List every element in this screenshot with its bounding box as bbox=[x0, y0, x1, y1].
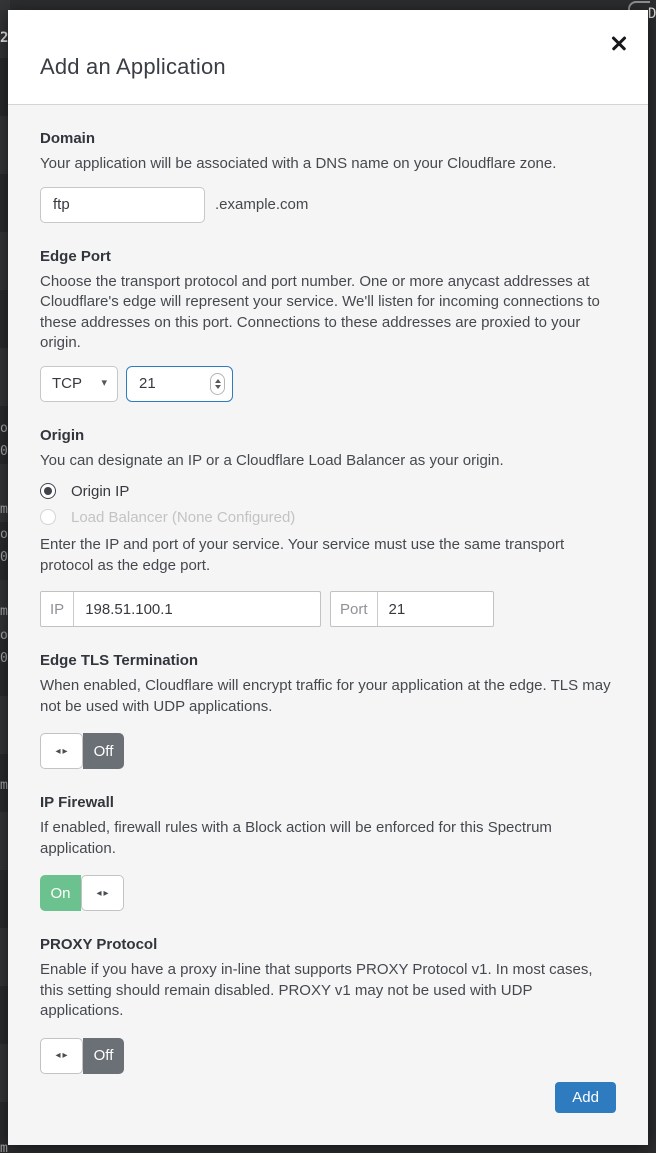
toggle-handle-icon: ◂▸ bbox=[40, 1038, 83, 1074]
close-button[interactable] bbox=[606, 30, 632, 56]
background-glyph: o bbox=[0, 527, 8, 542]
edge-tls-description: When enabled, Cloudflare will encrypt traffic for your application at the edge. TLS may not be used with UDP applications. bbox=[40, 677, 611, 715]
origin-ip-input[interactable] bbox=[74, 592, 320, 626]
number-stepper-icon[interactable] bbox=[210, 373, 225, 395]
edge-port-row bbox=[40, 366, 616, 402]
modal-header bbox=[8, 10, 648, 105]
add-button[interactable]: Add bbox=[555, 1082, 616, 1113]
ip-firewall-heading: IP Firewall bbox=[40, 794, 114, 811]
domain-input[interactable] bbox=[40, 187, 205, 223]
background-glyph: 0 bbox=[0, 550, 8, 565]
chevron-down-icon: ▾ bbox=[101, 377, 107, 389]
ip-firewall-description: If enabled, firewall rules with a Block action will be enforced for this Spectrum application. bbox=[40, 819, 552, 857]
background-glyph: m bbox=[0, 778, 8, 793]
edge-tls-toggle[interactable] bbox=[40, 733, 124, 769]
domain-description: Your application will be associated with a DNS name on your Cloudflare zone. bbox=[40, 155, 557, 172]
background-window-corner bbox=[628, 1, 650, 10]
modal-footer bbox=[40, 1082, 616, 1113]
domain-row bbox=[40, 187, 616, 223]
background-glyph: o bbox=[0, 421, 8, 436]
toggle-state-label: Off bbox=[83, 733, 124, 769]
edge-port-field bbox=[126, 366, 233, 402]
background-glyph: m bbox=[0, 502, 8, 517]
ip-firewall-toggle[interactable] bbox=[40, 875, 124, 911]
background-glyph: o bbox=[0, 628, 8, 643]
background-glyph: 2 bbox=[0, 30, 9, 46]
domain-heading: Domain bbox=[40, 130, 96, 147]
origin-heading: Origin bbox=[40, 426, 85, 444]
toggle-handle-icon: ◂▸ bbox=[81, 875, 124, 911]
edge-port-heading: Edge Port bbox=[40, 247, 111, 265]
stepper-up-icon bbox=[215, 379, 221, 383]
origin-port-group bbox=[330, 591, 494, 627]
port-prefix-label: Port bbox=[331, 592, 378, 626]
protocol-select[interactable] bbox=[40, 366, 118, 402]
origin-ip-port-row bbox=[40, 591, 616, 627]
radio-load-balancer-label: Load Balancer (None Configured) bbox=[71, 508, 296, 526]
radio-origin-ip-label: Origin IP bbox=[71, 482, 130, 500]
background-glyph: D bbox=[648, 6, 656, 22]
proxy-protocol-toggle[interactable] bbox=[40, 1038, 124, 1074]
toggle-state-label: On bbox=[40, 875, 81, 911]
close-icon bbox=[611, 35, 627, 51]
toggle-handle-icon: ◂▸ bbox=[40, 733, 83, 769]
radio-selected-icon bbox=[40, 483, 56, 499]
proxy-protocol-heading: PROXY Protocol bbox=[40, 936, 158, 953]
proxy-protocol-description: Enable if you have a proxy in-line that supports PROXY Protocol v1. In most cases, this setting should remain disabled. PROXY v1 may not be used with UDP applications. bbox=[40, 961, 593, 1019]
edge-tls-heading: Edge TLS Termination bbox=[40, 652, 199, 669]
background-glyph: m bbox=[0, 604, 8, 619]
radio-option-origin-ip[interactable] bbox=[40, 479, 616, 503]
origin-ip-group bbox=[40, 591, 321, 627]
protocol-select-value: TCP bbox=[52, 375, 82, 392]
origin-ip-description: Enter the IP and port of your service. Your service must use the same transport protocol as the edge port. bbox=[40, 536, 565, 574]
ip-prefix-label: IP bbox=[41, 592, 74, 626]
domain-suffix: .example.com bbox=[215, 196, 309, 213]
background-glyph: 0 bbox=[0, 651, 8, 666]
background-glyph: m bbox=[0, 1141, 8, 1153]
toggle-state-label: Off bbox=[83, 1038, 124, 1074]
background-glyph: 0 bbox=[0, 444, 8, 459]
stepper-down-icon bbox=[215, 385, 221, 389]
origin-description: You can designate an IP or a Cloudflare Load Balancer as your origin. bbox=[40, 451, 504, 469]
modal-body bbox=[8, 129, 648, 1141]
radio-disabled-icon bbox=[40, 509, 56, 525]
add-application-modal bbox=[8, 10, 648, 1145]
radio-option-load-balancer bbox=[40, 505, 616, 529]
edge-port-description: Choose the transport protocol and port number. One or more anycast addresses at Cloudflare's edge will represent your service. We'll listen for incoming connections to these addresses on this port. Connections to these addresses are proxied to your origin. bbox=[40, 272, 600, 351]
modal-title: Add an Application bbox=[40, 54, 226, 79]
origin-port-input[interactable] bbox=[378, 592, 493, 626]
